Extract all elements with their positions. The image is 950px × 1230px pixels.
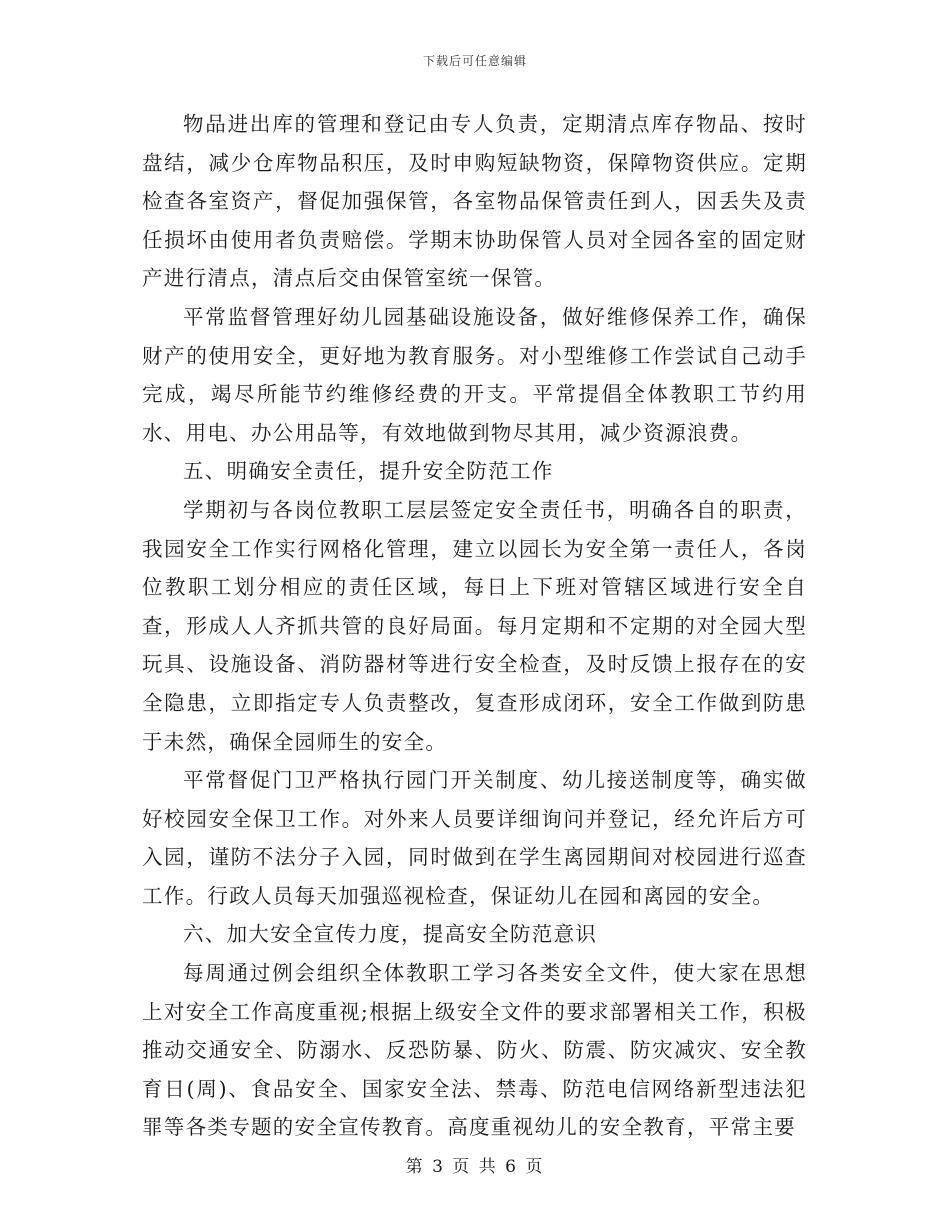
page-header: 下载后可任意编辑 — [422, 54, 527, 68]
section-heading-six: 六、加大安全宣传力度，提高安全防范意识 — [183, 922, 598, 947]
paragraph-inventory-management: 物品进出库的管理和登记由专人负责，定期清点库存物品、按时盘结，减少仓库物品积压，及时申购短缺物资，保障物资供应。定期检查各室资产，督促加强保管，各室物品保管责任到人，因丢失及责任损坏由使用者负责赔偿。学期末协助保管人员对全园各室的固定财产进行清点，清点后交由保管室统一保管。 — [142, 112, 807, 291]
paragraph-safety-responsibility: 学期初与各岗位教职工层层签定安全责任书，明确各自的职责，我园安全工作实行网格化管理，建立以园长为安全第一责任人，各岗位教职工划分相应的责任区域，每日上下班对管辖区域进行安全自查，形成人人齐抓共管的良好局面。每月定期和不定期的对全园大型玩具、设施设备、消防器材等进行安全检查，及时反馈上报存在的安全隐患，立即指定专人负责整改，复查形成闭环，安全工作做到防患于未然，确保全园师生的安全。 — [142, 497, 807, 754]
document-body — [142, 105, 807, 1147]
page-footer: 第 3 页 共 6 页 — [405, 1157, 545, 1177]
section-heading-five: 五、明确安全责任，提升安全防范工作 — [183, 459, 554, 484]
paragraph-gate-security: 平常督促门卫严格执行园门开关制度、幼儿接送制度等，确实做好校园安全保卫工作。对外来人员要详细询问并登记，经允许后方可入园，谨防不法分子入园，同时做到在学生离园期间对校园进行巡查工作。行政人员每天加强巡视检查，保证幼儿在园和离园的安全。 — [142, 768, 807, 908]
paragraph-safety-education: 每周通过例会组织全体教职工学习各类安全文件，使大家在思想上对安全工作高度重视;根据上级安全文件的要求部署相关工作，积极推动交通安全、防溺水、反恐防暴、防火、防震、防灾减灾、安全教育日(周)、食品安全、国家安全法、禁毒、防范电信网络新型违法犯罪等各类专题的安全宣传教育。高度重视幼儿的安全教育，平常主要 — [142, 961, 807, 1140]
paragraph-facility-maintenance: 平常监督管理好幼儿园基础设施设备，做好维修保养工作，确保财产的使用安全，更好地为教育服务。对小型维修工作尝试自己动手完成，竭尽所能节约维修经费的开支。平常提倡全体教职工节约用水、用电、办公用品等，有效地做到物尽其用，减少资源浪费。 — [142, 304, 807, 445]
